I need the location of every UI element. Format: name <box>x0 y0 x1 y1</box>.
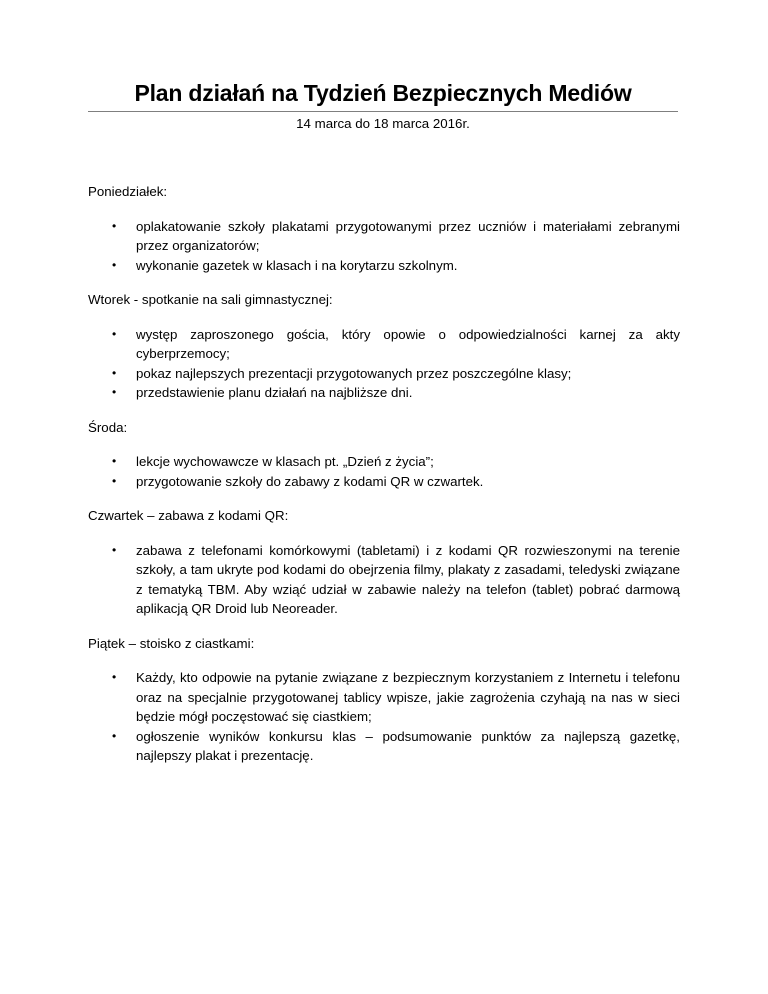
section-list-thursday <box>88 541 680 619</box>
list-item-text: występ zaproszonego gościa, który opowie o odpowiedzialności karnej za akty cyberprzemocy; <box>136 326 680 361</box>
bullet-icon: • <box>112 365 117 380</box>
section-list-monday <box>88 217 680 276</box>
list-item-text: lekcje wychowawcze w klasach pt. „Dzień z życia”; <box>136 454 434 469</box>
list-item-text: pokaz najlepszych prezentacji przygotowanych przez poszczególne klasy; <box>136 365 572 381</box>
bullet-icon: • <box>112 454 117 468</box>
list-item <box>88 325 680 364</box>
list-item <box>88 364 680 384</box>
list-item <box>88 452 680 472</box>
section-list-wednesday <box>88 452 680 491</box>
list-item <box>88 256 680 276</box>
section-list-friday <box>88 668 680 766</box>
section-heading-tuesday: Wtorek - spotkanie na sali gimnastycznej: <box>88 292 333 307</box>
list-item <box>88 472 680 492</box>
section-list-tuesday <box>88 325 680 403</box>
list-item-text: zabawa z telefonami komórkowymi (tabletami) i z kodami QR rozwieszonymi na terenie szkoły, a tam ukryte pod kodami do obejrzenia filmy, plakaty z zasadami, teledyski związane z tematyką TBM. Aby wziąć udział w zabawie należy na telefon (tablet) pobrać darmową aplikacją QR Droid lub Neoreader. <box>136 542 680 616</box>
document-title: Plan działań na Tydzień Bezpiecznych Mediów <box>134 80 632 106</box>
bullet-icon: • <box>112 326 117 341</box>
section-heading-thursday: Czwartek – zabawa z kodami QR: <box>88 508 289 523</box>
document-subtitle: 14 marca do 18 marca 2016r. <box>296 116 470 131</box>
section-heading-friday: Piątek – stoisko z ciastkami: <box>88 635 255 651</box>
bullet-icon: • <box>112 670 117 684</box>
list-item <box>88 383 680 403</box>
list-item-text: przygotowanie szkoły do zabawy z kodami QR w czwartek. <box>136 473 484 489</box>
section-heading-wednesday: Środa: <box>88 419 128 435</box>
title-underline <box>88 111 678 112</box>
list-item <box>88 727 680 766</box>
list-item <box>88 668 680 727</box>
bullet-icon: • <box>112 385 117 399</box>
document-body <box>88 182 680 781</box>
bullet-icon: • <box>112 542 117 557</box>
bullet-icon: • <box>112 473 117 488</box>
section-heading-monday: Poniedziałek: <box>88 184 168 199</box>
list-item-text: wykonanie gazetek w klasach i na korytarzu szkolnym. <box>136 257 458 273</box>
list-item-text: przedstawienie planu działań na najbliższe dni. <box>136 385 413 400</box>
list-item-text: ogłoszenie wyników konkursu klas – podsumowanie punktów za najlepszą gazetkę, najlepszy plakat i prezentację. <box>136 728 680 763</box>
list-item-text: Każdy, kto odpowie na pytanie związane z bezpiecznym korzystaniem z Internetu i telefonu oraz na specjalnie przygotowanej tablicy wpisze, jakie zagrożenia czyhają na nas w sieci będzie mógł poczęstować się ciastkiem; <box>136 670 680 724</box>
bullet-icon: • <box>112 218 117 233</box>
list-item <box>88 217 680 256</box>
list-item-text: oplakatowanie szkoły plakatami przygotowanymi przez uczniów i materiałami zebranymi przez organizatorów; <box>136 218 680 253</box>
bullet-icon: • <box>112 728 117 743</box>
bullet-icon: • <box>112 257 117 272</box>
list-item <box>88 541 680 619</box>
